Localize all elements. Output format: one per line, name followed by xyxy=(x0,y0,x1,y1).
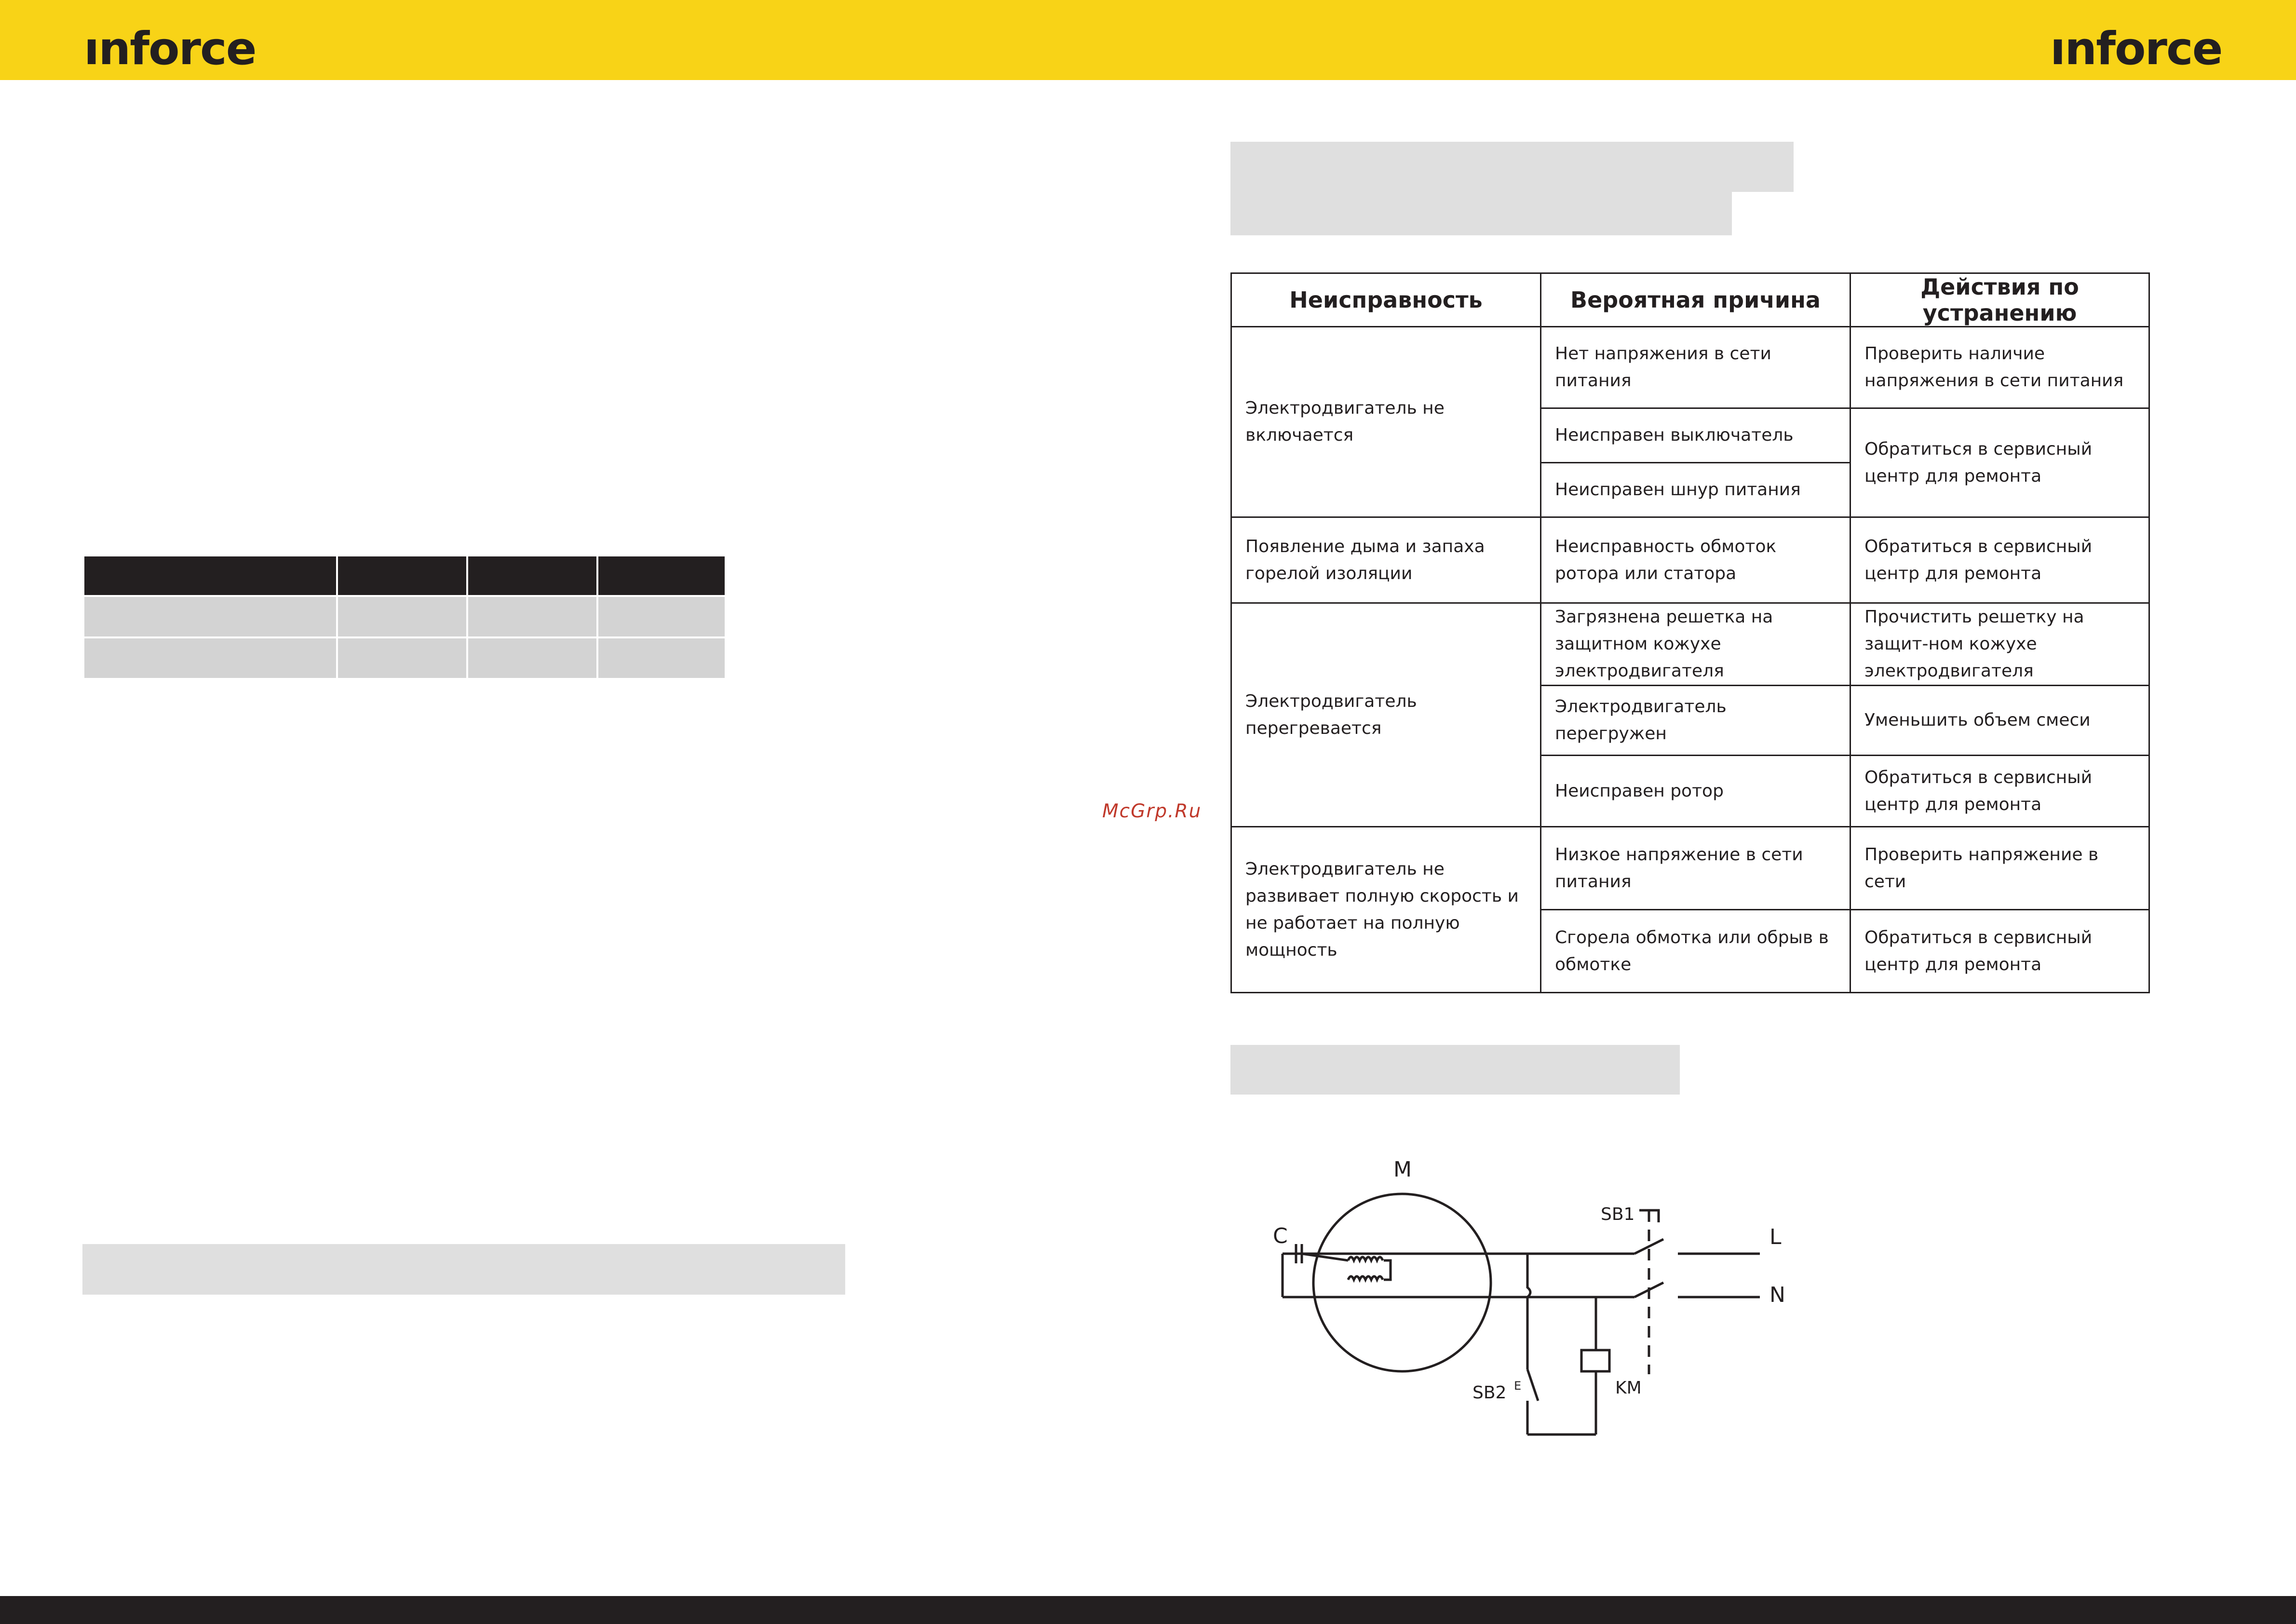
cause-cell: Загрязнена решетка на защитном кожухе электродвигателя xyxy=(1541,603,1850,686)
motor-label: M xyxy=(1393,1157,1412,1182)
cause-cell: Неисправность обмоток ротора или статора xyxy=(1541,517,1850,603)
motor-circle xyxy=(1313,1194,1491,1371)
table-row xyxy=(1231,827,2149,910)
wiring-diagram xyxy=(1229,1143,1818,1451)
line-label: L xyxy=(1769,1225,1782,1249)
action-cell: Проверить наличие напряжения в сети питания xyxy=(1850,327,2149,408)
cause-cell: Нет напряжения в сети питания xyxy=(1541,327,1850,408)
watermark: McGrp.Ru xyxy=(1102,800,1202,822)
table-cell xyxy=(83,596,337,637)
section-heading-placeholder xyxy=(82,1244,845,1295)
action-cell: Проверить напряжение в сети xyxy=(1850,827,2149,910)
table-cell xyxy=(597,596,726,637)
action-cell: Обратиться в сервисный центр для ремонта xyxy=(1850,910,2149,993)
action-cell: Прочистить решетку на защит-ном кожухе электродвигателя xyxy=(1850,603,2149,686)
km-coil xyxy=(1581,1350,1609,1371)
action-cell: Обратиться в сервисный центр для ремонта xyxy=(1850,517,2149,603)
table-cell xyxy=(337,637,467,679)
cause-cell: Электродвигатель перегружен xyxy=(1541,686,1850,756)
cause-cell: Сгорела обмотка или обрыв в обмотке xyxy=(1541,910,1850,993)
table-header-cell xyxy=(597,555,726,596)
table-cell xyxy=(337,596,467,637)
table-row xyxy=(83,596,726,637)
column-header-fault: Неисправность xyxy=(1231,273,1541,327)
table-cell xyxy=(467,596,597,637)
action-cell: Уменьшить объем смеси xyxy=(1850,686,2149,756)
table-cell xyxy=(597,637,726,679)
title-placeholder-line-1 xyxy=(1230,142,1794,192)
action-cell: Обратиться в сервисный центр для ремонта xyxy=(1850,756,2149,827)
table-header-cell xyxy=(83,555,337,596)
sb2-mark: E xyxy=(1514,1379,1522,1393)
table-row xyxy=(1231,327,2149,408)
table-row xyxy=(1231,603,2149,686)
diagram-heading-placeholder xyxy=(1230,1045,1680,1095)
winding-link xyxy=(1384,1260,1391,1280)
capacitor-label: C xyxy=(1273,1224,1288,1248)
table-cell xyxy=(83,637,337,679)
table-header-cell xyxy=(337,555,467,596)
fault-cell: Появление дыма и запаха горелой изоляции xyxy=(1231,517,1541,603)
km-label: KM xyxy=(1615,1378,1642,1398)
cause-cell: Неисправен шнур питания xyxy=(1541,463,1850,517)
column-header-action: Действия по устранению xyxy=(1850,273,2149,327)
brand-logo-right: ınforce xyxy=(2050,23,2222,75)
fault-cell: Электродвигатель не включается xyxy=(1231,327,1541,517)
cause-cell: Низкое напряжение в сети питания xyxy=(1541,827,1850,910)
fault-cell: Электродвигатель не развивает полную скорость и не работает на полную мощность xyxy=(1231,827,1541,993)
table-header-cell xyxy=(467,555,597,596)
title-placeholder-line-2 xyxy=(1230,191,1732,235)
footer-bar xyxy=(0,1596,2296,1624)
fault-cell: Электродвигатель перегревается xyxy=(1231,603,1541,827)
winding-1 xyxy=(1348,1257,1383,1260)
table-row xyxy=(1231,517,2149,603)
troubleshooting-table xyxy=(1230,272,2150,993)
table-row xyxy=(83,555,726,596)
sb1-label: SB1 xyxy=(1601,1204,1635,1224)
spec-table-redacted xyxy=(82,555,727,680)
column-header-cause: Вероятная причина xyxy=(1541,273,1850,327)
table-header-row xyxy=(1231,273,2149,327)
sb2-contact xyxy=(1527,1369,1538,1401)
cause-cell: Неисправен ротор xyxy=(1541,756,1850,827)
sb2-label: SB2 xyxy=(1472,1383,1507,1403)
table-row xyxy=(83,637,726,679)
header-bar xyxy=(0,0,2296,80)
brand-logo-left: ınforce xyxy=(84,23,256,75)
table-cell xyxy=(467,637,597,679)
neutral-label: N xyxy=(1769,1283,1785,1307)
winding-2 xyxy=(1348,1276,1383,1280)
cause-cell: Неисправен выключатель xyxy=(1541,408,1850,463)
action-cell: Обратиться в сервисный центр для ремонта xyxy=(1850,408,2149,517)
sb2-lead xyxy=(1527,1254,1530,1369)
